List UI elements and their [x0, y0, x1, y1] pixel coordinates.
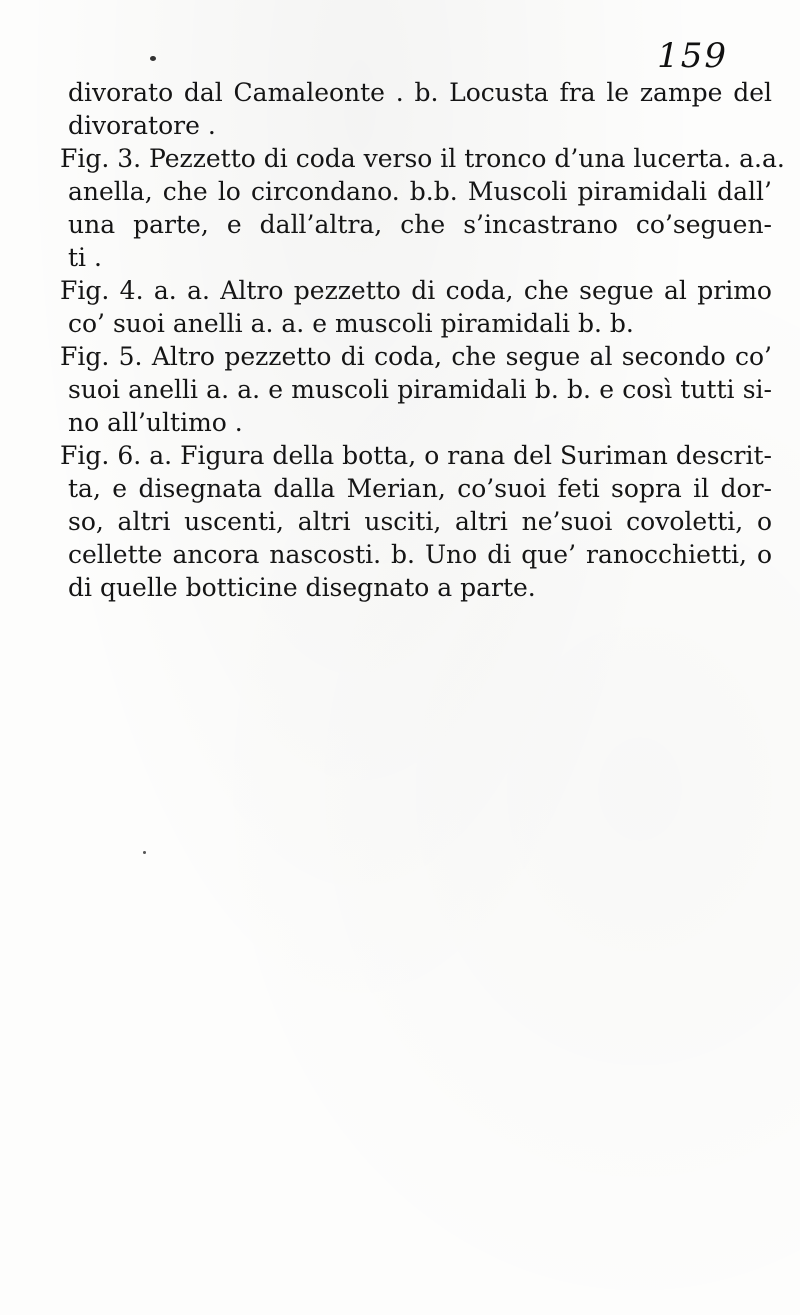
- text-line: suoi anelli a. a. e muscoli piramidali b. b. e così tutti si-: [68, 375, 772, 404]
- text-line: co’ suoi anelli a. a. e muscoli piramidali b. b.: [68, 309, 634, 338]
- text-line: una parte, e dall’altra, che s’incastrano co’seguen-: [68, 210, 772, 239]
- text-line: so, altri uscenti, altri usciti, altri ne’suoi covoletti, o: [68, 507, 772, 536]
- text-line: Fig. 4. a. a. Altro pezzetto di coda, che segue al primo: [60, 276, 772, 305]
- text-line: Fig. 6. a. Figura della botta, o rana del Suriman descrit-: [60, 441, 772, 470]
- text-line: cellette ancora nascosti. b. Uno di que’ ranocchietti, o: [68, 540, 772, 569]
- text-line: divorato dal Camaleonte . b. Locusta fra le zampe del: [68, 78, 772, 107]
- text-line: divoratore .: [68, 111, 216, 140]
- text-line: no all’ultimo .: [68, 408, 243, 437]
- text-line: Fig. 5. Altro pezzetto di coda, che segue al secondo co’: [60, 342, 772, 371]
- ink-speck: [150, 56, 156, 61]
- text-line: ta, e disegnata dalla Merian, co’suoi feti sopra il dor-: [68, 474, 772, 503]
- text-line: anella, che lo circondano. b.b. Muscoli piramidali dall’: [68, 177, 772, 206]
- text-line: ti .: [68, 243, 102, 272]
- body-text: [60, 76, 785, 604]
- page-number: 159: [657, 36, 728, 76]
- text-line: di quelle botticine disegnato a parte.: [68, 573, 536, 602]
- text-line: Fig. 3. Pezzetto di coda verso il tronco d’una lucerta. a.a.: [60, 144, 785, 173]
- ink-speck: [143, 851, 146, 854]
